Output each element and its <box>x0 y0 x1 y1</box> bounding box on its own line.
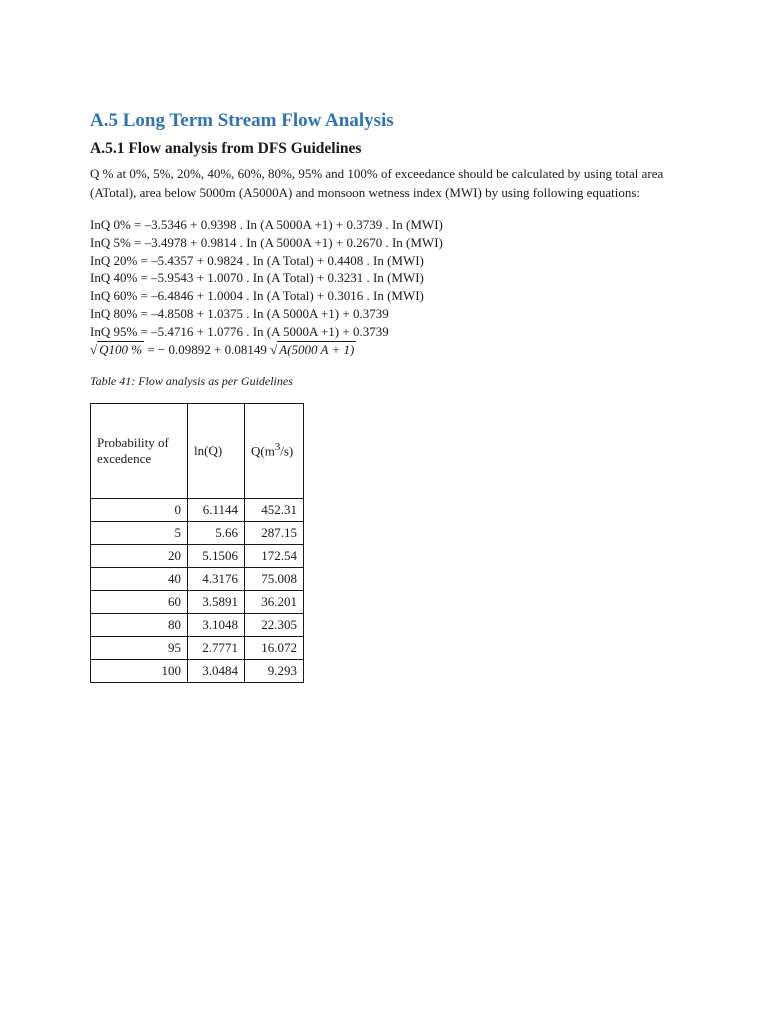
document-page <box>90 108 680 683</box>
sqrt-symbol-2: √ <box>270 341 278 357</box>
equation-q95: InQ 95% = –5.4716 + 1.0776 . In (A 5000A +1) + 0.3739 <box>90 323 389 339</box>
table-row <box>91 567 304 590</box>
equation-q60: InQ 60% = –6.4846 + 1.0004 . In (A Total) + 0.3016 . In (MWI) <box>90 288 424 304</box>
equation-q5: InQ 5% = –3.4978 + 0.9814 . In (A 5000A +1) + 0.2670 . In (MWI) <box>90 234 443 250</box>
section-title: A.5 Long Term Stream Flow Analysis <box>90 110 394 131</box>
formula-lhs: Q100 % <box>99 341 143 357</box>
cell-probability: 60 <box>91 590 188 613</box>
cell-probability: 0 <box>91 498 188 521</box>
header-q-base: Q(m <box>251 443 275 459</box>
cell-q: 452.31 <box>245 498 304 521</box>
formula-constant: = − 0.09892 + 0.08149 <box>147 341 267 357</box>
formula-q100 <box>90 341 680 359</box>
equation-q0: InQ 0% = –3.5346 + 0.9398 . In (A 5000A +1) + 0.3739 . In (MWI) <box>90 217 443 232</box>
flow-analysis-table <box>90 403 304 683</box>
table-header-row <box>91 403 304 498</box>
subsection-title: A.5.1 Flow analysis from DFS Guidelines <box>90 140 362 157</box>
equation-q40: InQ 40% = –5.9543 + 1.0070 . In (A Total) + 0.3231 . In (MWI) <box>90 270 424 286</box>
cell-q: 9.293 <box>245 659 304 682</box>
cell-lnq: 3.0484 <box>188 659 245 682</box>
cell-probability: 100 <box>91 659 188 682</box>
header-probability: Probability of excedence <box>91 403 188 498</box>
equation-q80: InQ 80% = –4.8508 + 1.0375 . In (A 5000A +1) + 0.3739 <box>90 305 389 321</box>
cell-lnq: 6.1144 <box>188 498 245 521</box>
table-row <box>91 521 304 544</box>
header-q-tail: /s) <box>280 443 294 459</box>
cell-probability: 95 <box>91 636 188 659</box>
cell-lnq: 3.5891 <box>188 590 245 613</box>
cell-probability: 80 <box>91 613 188 636</box>
table-row <box>91 636 304 659</box>
cell-probability: 40 <box>91 567 188 590</box>
intro-paragraph: Q % at 0%, 5%, 20%, 40%, 60%, 80%, 95% and 100% of exceedance should be calculated by using total area (ATotal), area below 5000m (A5000A) and monsoon wetness index (MWI) by using following equations: <box>90 166 664 200</box>
cell-lnq: 4.3176 <box>188 567 245 590</box>
cell-lnq: 5.66 <box>188 521 245 544</box>
sqrt-symbol: √ <box>90 341 98 357</box>
cell-probability: 20 <box>91 544 188 567</box>
table-row <box>91 590 304 613</box>
equation-q20: InQ 20% = –5.4357 + 0.9824 . In (A Total) + 0.4408 . In (MWI) <box>90 252 424 268</box>
table-caption: Table 41: Flow analysis as per Guidelines <box>90 373 293 388</box>
table-row <box>91 659 304 682</box>
table-row <box>91 544 304 567</box>
cell-lnq: 5.1506 <box>188 544 245 567</box>
cell-q: 22.305 <box>245 613 304 636</box>
cell-q: 36.201 <box>245 590 304 613</box>
cell-q: 75.008 <box>245 567 304 590</box>
cell-probability: 5 <box>91 521 188 544</box>
cell-lnq: 3.1048 <box>188 613 245 636</box>
header-q-sup: 3 <box>274 441 281 454</box>
formula-radicand: A(5000 A + 1) <box>279 341 355 357</box>
cell-q: 172.54 <box>245 544 304 567</box>
header-q <box>245 403 304 498</box>
cell-q: 287.15 <box>245 521 304 544</box>
equation-list <box>90 216 680 341</box>
cell-q: 16.072 <box>245 636 304 659</box>
table-row <box>91 613 304 636</box>
header-lnq: ln(Q) <box>188 403 245 498</box>
table-row <box>91 498 304 521</box>
cell-lnq: 2.7771 <box>188 636 245 659</box>
